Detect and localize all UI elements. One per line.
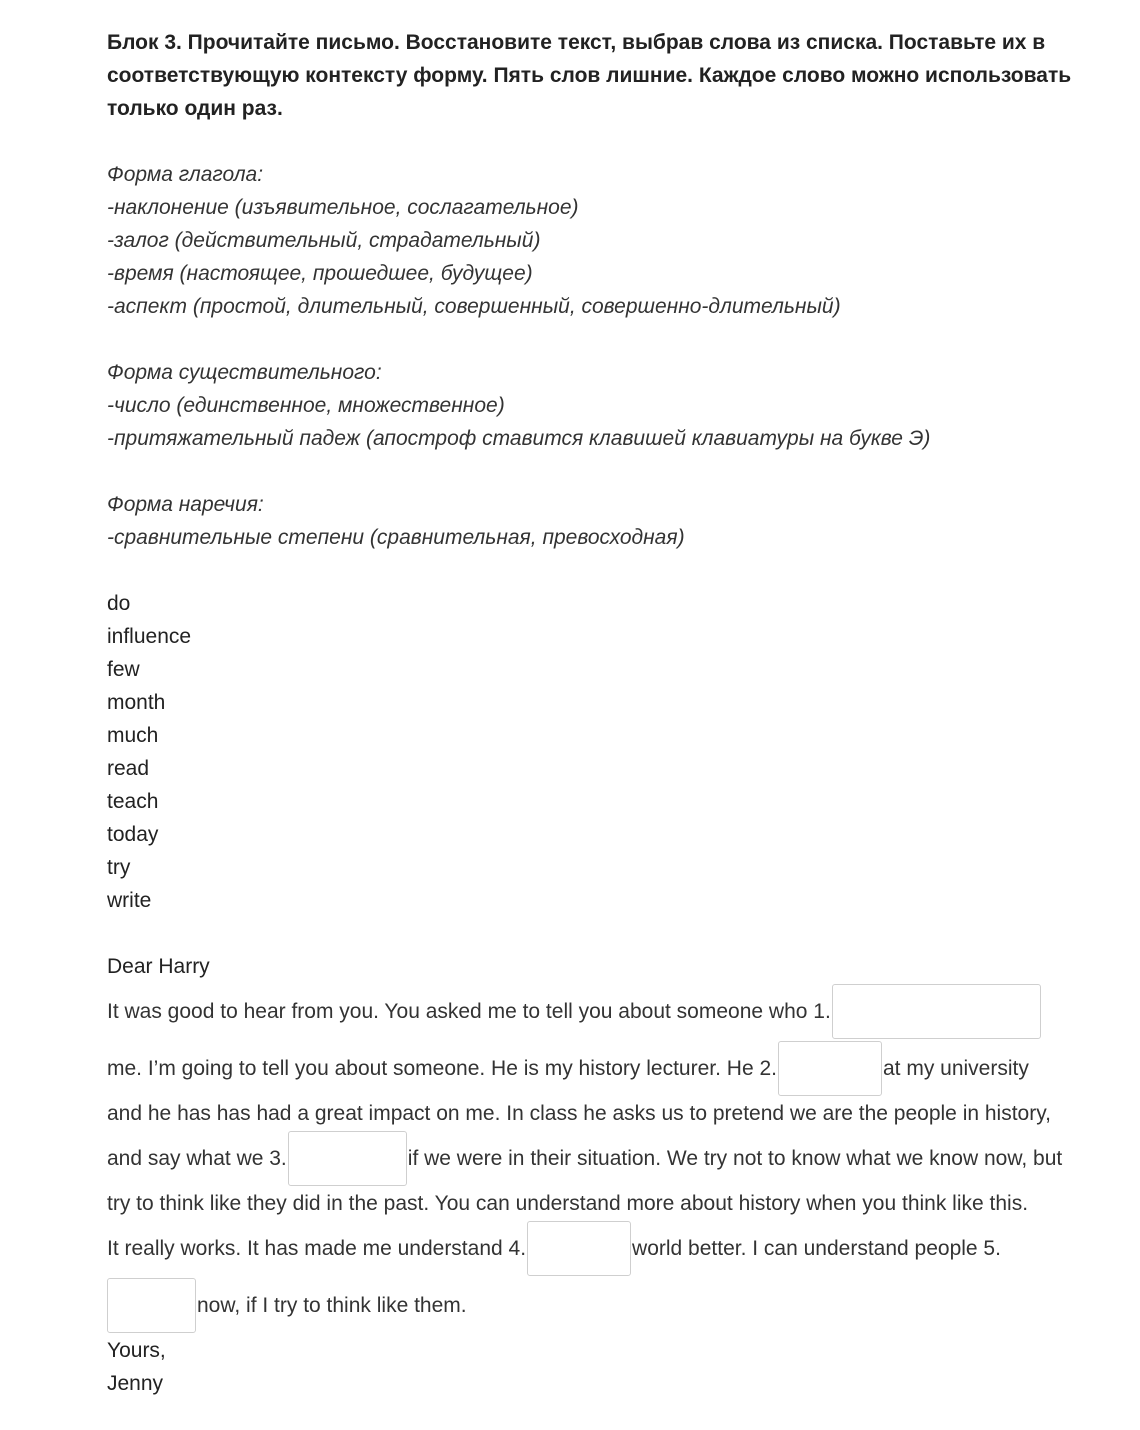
task-instructions: Блок 3. Прочитайте письмо. Восстановите текст, выбрав слова из списка. Поставьте их в соответствующую контексту форму. Пять слов лишние. Каждое слово можно использовать только один раз. — [107, 31, 1072, 120]
adverb-form-title: Форма наречия: — [107, 493, 264, 516]
letter-text: try to think like they did in the past. You can understand more about history when you think like this. — [107, 1191, 1029, 1215]
verb-form-item: -аспект (простой, длительный, совершенный, совершенно-длительный) — [107, 295, 841, 318]
letter-line — [107, 1130, 1127, 1187]
adverb-form-section — [107, 488, 1127, 554]
word-list-item: write — [107, 889, 152, 912]
letter-text: me. I’m going to tell you about someone. He is my history lecturer. He 2. — [107, 1056, 777, 1080]
noun-form-title: Форма существительного: — [107, 361, 382, 384]
word-list-item: much — [107, 724, 159, 747]
word-list — [107, 587, 1127, 917]
letter-text: It was good to hear from you. You asked me to tell you about someone who 1. — [107, 999, 831, 1023]
letter-text: world better. I can understand people 5. — [632, 1236, 1001, 1260]
verb-form-item: -залог (действительный, страдательный) — [107, 229, 541, 252]
verb-form-title: Форма глагола: — [107, 163, 264, 186]
blank-5-input[interactable] — [107, 1278, 196, 1333]
letter-line — [107, 1040, 1127, 1097]
letter-text: at my university — [882, 1056, 1029, 1080]
letter-text: if we were in their situation. We try not to know what we know now, but — [407, 1146, 1063, 1170]
letter-line — [107, 1277, 1127, 1334]
word-list-item: influence — [107, 625, 192, 648]
blank-4-input[interactable] — [527, 1221, 631, 1276]
word-list-item: teach — [107, 790, 159, 813]
letter-line — [107, 1187, 1127, 1220]
letter-text: and say what we 3. — [107, 1146, 287, 1170]
word-list-item: do — [107, 592, 131, 615]
letter-line — [107, 983, 1127, 1040]
verb-form-item: -время (настоящее, прошедшее, будущее) — [107, 262, 533, 285]
letter-text: It really works. It has made me understand 4. — [107, 1236, 527, 1260]
noun-form-section — [107, 356, 1127, 455]
letter-text: now, if I try to think like them. — [197, 1293, 467, 1317]
letter-line — [107, 1220, 1127, 1277]
letter-closing: Yours, — [107, 1339, 166, 1362]
noun-form-item: -число (единственное, множественное) — [107, 394, 505, 417]
word-list-item: month — [107, 691, 166, 714]
letter-signature: Jenny — [107, 1372, 164, 1395]
verb-form-item: -наклонение (изъявительное, сослагательное) — [107, 196, 579, 219]
word-list-item: today — [107, 823, 159, 846]
letter-text: and he has has had a great impact on me. In class he asks us to pretend we are the people in history, — [107, 1101, 1052, 1125]
letter-line — [107, 1097, 1127, 1130]
blank-1-input[interactable] — [832, 984, 1041, 1039]
word-list-item: few — [107, 658, 140, 681]
blank-3-input[interactable] — [288, 1131, 407, 1186]
noun-form-item: -притяжательный падеж (апостроф ставится клавишей клавиатуры на букве Э) — [107, 427, 931, 450]
adverb-form-item: -сравнительные степени (сравнительная, превосходная) — [107, 526, 685, 549]
word-list-item: read — [107, 757, 150, 780]
blank-2-input[interactable] — [778, 1041, 882, 1096]
letter-greeting: Dear Harry — [107, 955, 210, 978]
letter-body — [107, 983, 1127, 1334]
verb-form-section — [107, 158, 1127, 323]
word-list-item: try — [107, 856, 131, 879]
